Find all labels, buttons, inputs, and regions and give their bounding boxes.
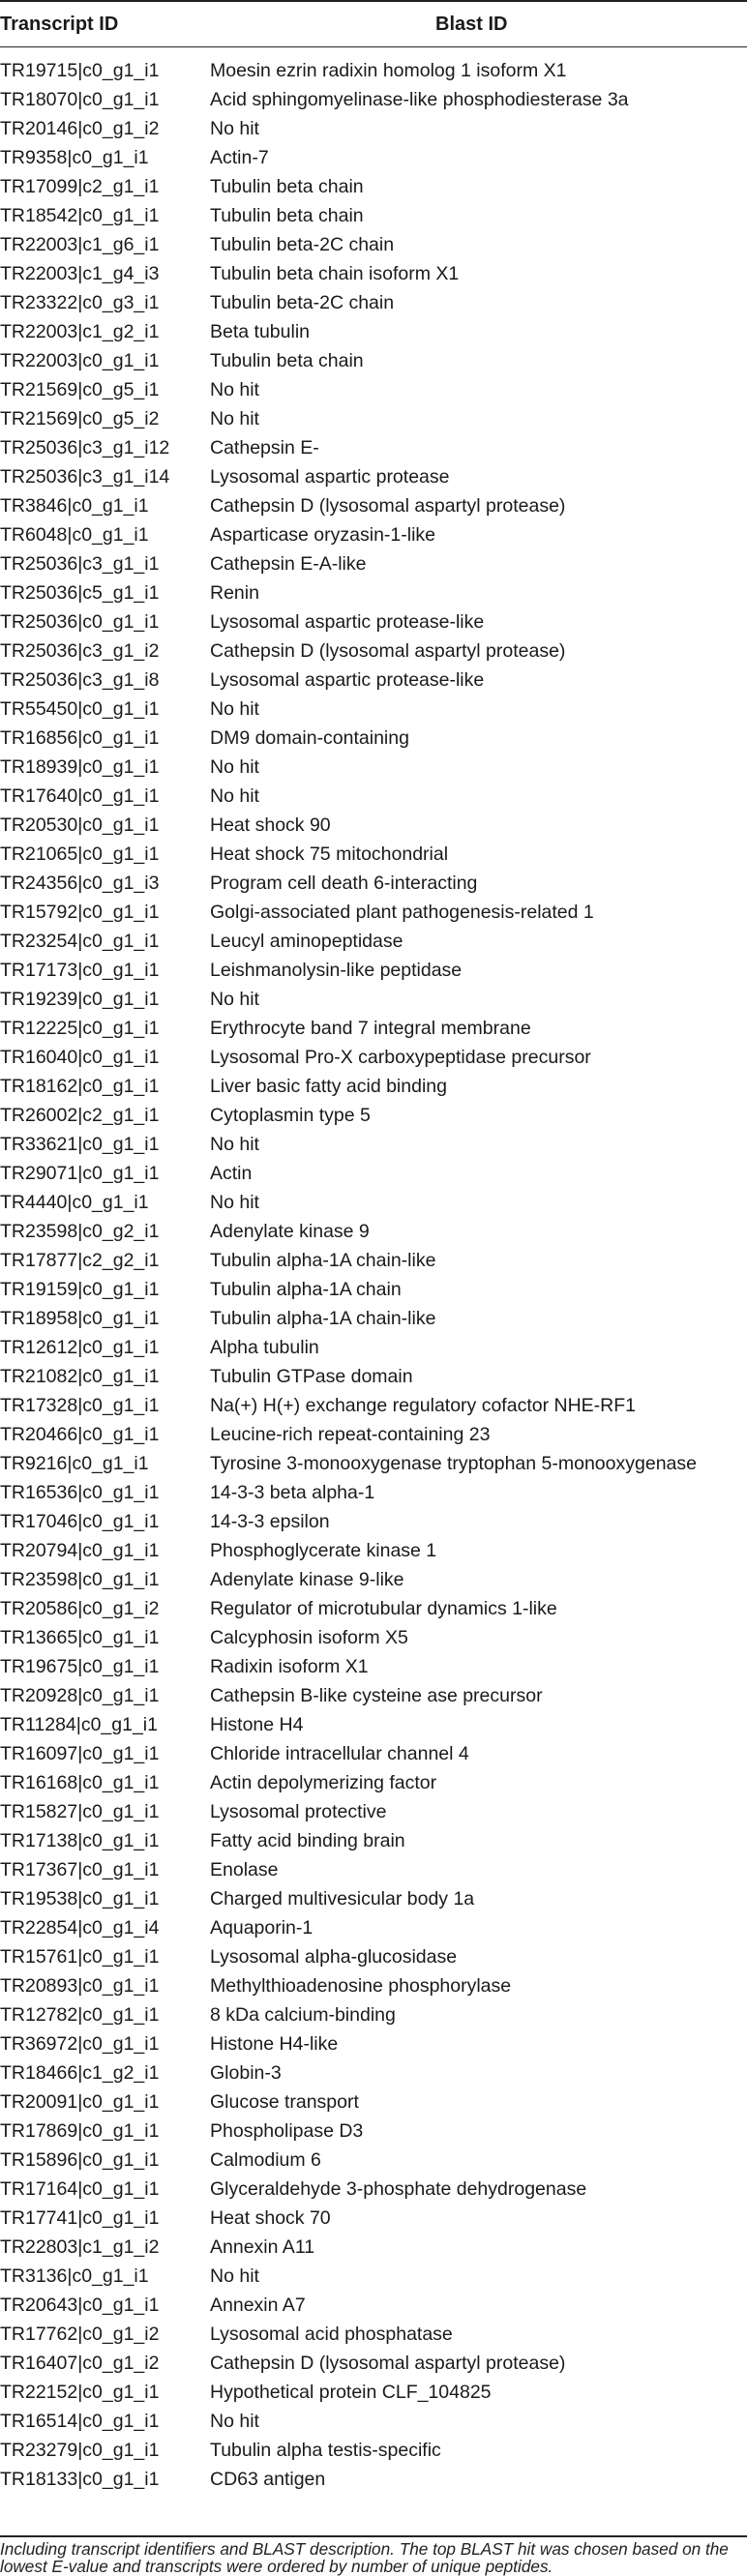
transcript-id-cell: TR11284|c0_g1_i1	[0, 1714, 158, 1735]
blast-id-cell: Radixin isoform X1	[210, 1656, 369, 1677]
transcript-id-cell: TR16407|c0_g1_i2	[0, 2353, 160, 2374]
transcript-id-cell: TR22003|c0_g1_i1	[0, 350, 160, 371]
transcript-id-cell: TR33621|c0_g1_i1	[0, 1134, 160, 1155]
table-row	[0, 1855, 747, 1884]
transcript-id-cell: TR22003|c1_g6_i1	[0, 234, 160, 255]
blast-id-cell: Renin	[210, 582, 259, 604]
transcript-id-cell: TR3136|c0_g1_i1	[0, 2265, 149, 2287]
blast-id-cell: No hit	[210, 1192, 259, 1213]
blast-id-cell: Methylthioadenosine phosphorylase	[210, 1975, 512, 1997]
blast-id-cell: No hit	[210, 989, 259, 1010]
blast-id-cell: No hit	[210, 118, 259, 139]
transcript-id-cell: TR17869|c0_g1_i1	[0, 2120, 160, 2142]
transcript-id-cell: TR20466|c0_g1_i1	[0, 1424, 160, 1445]
blast-id-cell: Leucyl aminopeptidase	[210, 931, 403, 952]
table-row	[0, 927, 747, 956]
transcript-id-cell: TR20530|c0_g1_i1	[0, 814, 160, 836]
transcript-id-cell: TR21569|c0_g5_i2	[0, 408, 160, 429]
blast-id-cell: No hit	[210, 408, 259, 429]
table-row	[0, 1507, 747, 1536]
transcript-id-cell: TR15896|c0_g1_i1	[0, 2149, 160, 2171]
blast-id-cell: Golgi-associated plant pathogenesis-related 1	[210, 902, 594, 923]
transcript-id-cell: TR13665|c0_g1_i1	[0, 1627, 160, 1648]
table-row	[0, 1826, 747, 1855]
table-row	[0, 2320, 747, 2349]
blast-id-cell: Lysosomal acid phosphatase	[210, 2324, 453, 2345]
blast-id-cell: DM9 domain-containing	[210, 727, 409, 749]
transcript-id-cell: TR24356|c0_g1_i3	[0, 873, 160, 894]
table-row	[0, 724, 747, 753]
transcript-id-cell: TR17173|c0_g1_i1	[0, 960, 160, 981]
blast-id-cell: Alpha tubulin	[210, 1337, 319, 1358]
blast-id-cell: Calcyphosin isoform X5	[210, 1627, 408, 1648]
blast-id-cell: Cathepsin B-like cysteine ase precursor	[210, 1685, 543, 1706]
transcript-id-cell: TR16097|c0_g1_i1	[0, 1743, 160, 1764]
blast-id-cell: No hit	[210, 1134, 259, 1155]
transcript-id-cell: TR20893|c0_g1_i1	[0, 1975, 160, 1997]
transcript-id-cell: TR25036|c3_g1_i1	[0, 553, 160, 575]
transcript-id-cell: TR23254|c0_g1_i1	[0, 931, 160, 952]
table-row	[0, 1449, 747, 1478]
transcript-id-cell: TR18542|c0_g1_i1	[0, 205, 160, 226]
blast-id-cell: No hit	[210, 2265, 259, 2287]
blast-id-cell: Enolase	[210, 1859, 279, 1880]
transcript-id-cell: TR16536|c0_g1_i1	[0, 1482, 160, 1503]
blast-id-cell: Actin-7	[210, 147, 269, 168]
blast-id-cell: Na(+) H(+) exchange regulatory cofactor NHE-RF1	[210, 1395, 636, 1416]
table-row	[0, 753, 747, 782]
blast-id-cell: Adenylate kinase 9	[210, 1221, 370, 1242]
transcript-id-cell: TR19675|c0_g1_i1	[0, 1656, 160, 1677]
blast-id-cell: Glyceraldehyde 3-phosphate dehydrogenase	[210, 2178, 587, 2200]
table-row	[0, 433, 747, 462]
table-row	[0, 1246, 747, 1275]
table-row	[0, 782, 747, 811]
transcript-id-cell: TR22803|c1_g1_i2	[0, 2236, 160, 2258]
transcript-id-cell: TR23598|c0_g2_i1	[0, 1221, 160, 1242]
transcript-id-cell: TR36972|c0_g1_i1	[0, 2033, 160, 2055]
blast-id-cell: Liver basic fatty acid binding	[210, 1076, 447, 1097]
table-row	[0, 1072, 747, 1101]
transcript-id-cell: TR21065|c0_g1_i1	[0, 844, 160, 865]
transcript-id-cell: TR12612|c0_g1_i1	[0, 1337, 160, 1358]
table-row	[0, 1130, 747, 1159]
table-row	[0, 985, 747, 1014]
transcript-id-cell: TR17328|c0_g1_i1	[0, 1395, 160, 1416]
blast-id-cell: Histone H4-like	[210, 2033, 339, 2055]
column-header-blast-id: Blast ID	[435, 14, 508, 35]
table-row	[0, 956, 747, 985]
transcript-id-cell: TR12225|c0_g1_i1	[0, 1018, 160, 1039]
table-row	[0, 2087, 747, 2117]
table-row	[0, 1565, 747, 1594]
transcript-id-cell: TR20928|c0_g1_i1	[0, 1685, 160, 1706]
transcript-id-cell: TR19239|c0_g1_i1	[0, 989, 160, 1010]
table-row	[0, 2000, 747, 2029]
transcript-id-cell: TR25036|c5_g1_i1	[0, 582, 160, 604]
blast-id-cell: Leucine-rich repeat-containing 23	[210, 1424, 491, 1445]
table-row	[0, 288, 747, 317]
transcript-id-cell: TR23598|c0_g1_i1	[0, 1569, 160, 1590]
transcript-id-cell: TR55450|c0_g1_i1	[0, 698, 160, 720]
transcript-id-cell: TR21082|c0_g1_i1	[0, 1366, 160, 1387]
blast-id-cell: Cathepsin E-	[210, 437, 319, 459]
table-row	[0, 1014, 747, 1043]
table-row	[0, 2262, 747, 2291]
transcript-id-cell: TR15761|c0_g1_i1	[0, 1946, 160, 1968]
transcript-id-cell: TR22003|c1_g2_i1	[0, 321, 160, 342]
blast-id-cell: Annexin A7	[210, 2295, 306, 2316]
transcript-id-cell: TR20146|c0_g1_i2	[0, 118, 160, 139]
transcript-id-cell: TR29071|c0_g1_i1	[0, 1163, 160, 1184]
table-row	[0, 230, 747, 259]
table-row	[0, 114, 747, 143]
blast-id-cell: Chloride intracellular channel 4	[210, 1743, 469, 1764]
blast-id-cell: Hypothetical protein CLF_104825	[210, 2382, 492, 2403]
table-row	[0, 578, 747, 607]
blast-id-cell: Program cell death 6-interacting	[210, 873, 478, 894]
table-row	[0, 1217, 747, 1246]
table-row	[0, 1362, 747, 1391]
transcript-id-cell: TR22003|c1_g4_i3	[0, 263, 160, 284]
transcript-id-cell: TR26002|c2_g1_i1	[0, 1105, 160, 1126]
blast-id-cell: Lysosomal alpha-glucosidase	[210, 1946, 458, 1968]
table-top-rule	[0, 0, 747, 2]
table-row	[0, 1942, 747, 1971]
blast-id-cell: Actin depolymerizing factor	[210, 1772, 437, 1793]
transcript-id-cell: TR18958|c0_g1_i1	[0, 1308, 160, 1329]
transcript-id-cell: TR3846|c0_g1_i1	[0, 495, 149, 517]
transcript-id-cell: TR17762|c0_g1_i2	[0, 2324, 160, 2345]
blast-id-cell: 8 kDa calcium-binding	[210, 2004, 396, 2026]
blast-id-cell: Phosphoglycerate kinase 1	[210, 1540, 437, 1561]
transcript-id-cell: TR20643|c0_g1_i1	[0, 2295, 160, 2316]
table-row	[0, 1101, 747, 1130]
blast-id-cell: Tubulin alpha-1A chain-like	[210, 1250, 436, 1271]
transcript-id-cell: TR12782|c0_g1_i1	[0, 2004, 160, 2026]
table-row	[0, 1304, 747, 1333]
blast-id-cell: Annexin A11	[210, 2236, 315, 2258]
blast-id-cell: No hit	[210, 698, 259, 720]
blast-id-cell: Tubulin alpha testis-specific	[210, 2440, 441, 2461]
blast-id-cell: Tubulin beta chain	[210, 205, 364, 226]
table-row	[0, 1768, 747, 1797]
table-row	[0, 637, 747, 666]
transcript-id-cell: TR23322|c0_g3_i1	[0, 292, 160, 313]
transcript-id-cell: TR25036|c3_g1_i8	[0, 669, 160, 691]
transcript-id-cell: TR18939|c0_g1_i1	[0, 756, 160, 778]
transcript-id-cell: TR19538|c0_g1_i1	[0, 1888, 160, 1910]
table-row	[0, 1275, 747, 1304]
table-row	[0, 1652, 747, 1681]
table-row	[0, 2378, 747, 2407]
table-row	[0, 491, 747, 520]
table-row	[0, 1913, 747, 1942]
blast-id-cell: Cathepsin E-A-like	[210, 553, 367, 575]
transcript-id-cell: TR17741|c0_g1_i1	[0, 2207, 160, 2229]
blast-id-cell: Globin-3	[210, 2062, 282, 2084]
blast-id-cell: Acid sphingomyelinase-like phosphodiesterase 3a	[210, 89, 629, 110]
blast-id-cell: Aquaporin-1	[210, 1917, 314, 1939]
transcript-id-cell: TR19715|c0_g1_i1	[0, 60, 160, 81]
transcript-id-cell: TR18133|c0_g1_i1	[0, 2469, 160, 2490]
table-row	[0, 2291, 747, 2320]
blast-id-cell: Cytoplasmin type 5	[210, 1105, 371, 1126]
transcript-id-cell: TR25036|c3_g1_i12	[0, 437, 170, 459]
blast-id-cell: Glucose transport	[210, 2091, 359, 2113]
table-row	[0, 2117, 747, 2146]
transcript-id-cell: TR16168|c0_g1_i1	[0, 1772, 160, 1793]
transcript-id-cell: TR18162|c0_g1_i1	[0, 1076, 160, 1097]
table-body	[0, 56, 747, 2494]
blast-id-cell: Heat shock 75 mitochondrial	[210, 844, 449, 865]
table-row	[0, 1159, 747, 1188]
blast-id-cell: No hit	[210, 379, 259, 400]
table-row	[0, 2233, 747, 2262]
blast-id-cell: Tyrosine 3-monooxygenase tryptophan 5-monooxygenase	[210, 1453, 697, 1474]
blast-id-cell: Leishmanolysin-like peptidase	[210, 960, 463, 981]
transcript-id-cell: TR17099|c2_g1_i1	[0, 176, 160, 197]
transcript-id-cell: TR4440|c0_g1_i1	[0, 1192, 149, 1213]
table-row	[0, 1594, 747, 1623]
transcript-id-cell: TR16040|c0_g1_i1	[0, 1047, 160, 1068]
table-row	[0, 172, 747, 201]
blast-id-cell: Tubulin beta chain	[210, 350, 364, 371]
table-bottom-rule	[0, 2535, 747, 2537]
blast-id-cell: Lysosomal protective	[210, 1801, 387, 1822]
transcript-id-cell: TR9358|c0_g1_i1	[0, 147, 149, 168]
transcript-id-cell: TR25036|c3_g1_i14	[0, 466, 170, 488]
table-row	[0, 1971, 747, 2000]
table-header-rule	[0, 46, 747, 47]
blast-id-cell: Tubulin alpha-1A chain	[210, 1279, 402, 1300]
column-header-transcript-id: Transcript ID	[0, 14, 119, 35]
blast-id-cell: Tubulin beta-2C chain	[210, 234, 395, 255]
transcript-id-cell: TR19159|c0_g1_i1	[0, 1279, 160, 1300]
transcript-id-cell: TR22854|c0_g1_i4	[0, 1917, 160, 1939]
blast-id-cell: Charged multivesicular body 1a	[210, 1888, 475, 1910]
table-row	[0, 404, 747, 433]
blast-id-cell: Tubulin GTPase domain	[210, 1366, 413, 1387]
transcript-id-cell: TR18466|c1_g2_i1	[0, 2062, 160, 2084]
blast-id-cell: Histone H4	[210, 1714, 304, 1735]
blast-id-cell: Tubulin beta chain	[210, 176, 364, 197]
blast-id-cell: Fatty acid binding brain	[210, 1830, 405, 1851]
table-row	[0, 375, 747, 404]
table-row	[0, 56, 747, 85]
blast-id-cell: Actin	[210, 1163, 253, 1184]
blast-id-cell: Lysosomal Pro-X carboxypeptidase precursor	[210, 1047, 591, 1068]
table-row	[0, 2436, 747, 2465]
transcript-id-cell: TR6048|c0_g1_i1	[0, 524, 149, 546]
table-row	[0, 1043, 747, 1072]
transcript-id-cell: TR17367|c0_g1_i1	[0, 1859, 160, 1880]
transcript-id-cell: TR9216|c0_g1_i1	[0, 1453, 149, 1474]
transcript-id-cell: TR20586|c0_g1_i2	[0, 1598, 160, 1619]
transcript-id-cell: TR17877|c2_g2_i1	[0, 1250, 160, 1271]
table-row	[0, 1188, 747, 1217]
transcript-id-cell: TR21569|c0_g5_i1	[0, 379, 160, 400]
transcript-id-cell: TR25036|c0_g1_i1	[0, 611, 160, 633]
table-row	[0, 840, 747, 869]
blast-id-cell: Cathepsin D (lysosomal aspartyl protease)	[210, 2353, 566, 2374]
transcript-id-cell: TR23279|c0_g1_i1	[0, 2440, 160, 2461]
transcript-id-cell: TR15827|c0_g1_i1	[0, 1801, 160, 1822]
table-row	[0, 201, 747, 230]
table-row	[0, 2204, 747, 2233]
blast-id-cell: Beta tubulin	[210, 321, 310, 342]
blast-id-cell: Tubulin beta-2C chain	[210, 292, 395, 313]
blast-id-cell: Tubulin beta chain isoform X1	[210, 263, 460, 284]
blast-id-cell: Asparticase oryzasin-1-like	[210, 524, 436, 546]
blast-id-cell: Moesin ezrin radixin homolog 1 isoform X1	[210, 60, 567, 81]
transcript-id-cell: TR17164|c0_g1_i1	[0, 2178, 160, 2200]
table-row	[0, 317, 747, 346]
blast-id-cell: Heat shock 70	[210, 2207, 331, 2229]
blast-id-cell: 14-3-3 beta alpha-1	[210, 1482, 375, 1503]
blast-id-cell: Lysosomal aspartic protease	[210, 466, 450, 488]
table-row	[0, 143, 747, 172]
table-row	[0, 695, 747, 724]
transcript-id-cell: TR25036|c3_g1_i2	[0, 640, 160, 662]
blast-id-cell: Lysosomal aspartic protease-like	[210, 611, 485, 633]
table-row	[0, 1710, 747, 1739]
table-row	[0, 607, 747, 637]
table-row	[0, 2029, 747, 2058]
transcript-id-cell: TR17046|c0_g1_i1	[0, 1511, 160, 1532]
table-row	[0, 2407, 747, 2436]
table-row	[0, 259, 747, 288]
blast-id-cell: Erythrocyte band 7 integral membrane	[210, 1018, 531, 1039]
table-row	[0, 898, 747, 927]
blast-id-cell: Lysosomal aspartic protease-like	[210, 669, 485, 691]
transcript-id-cell: TR22152|c0_g1_i1	[0, 2382, 160, 2403]
table-row	[0, 1623, 747, 1652]
table-row	[0, 869, 747, 898]
blast-id-cell: CD63 antigen	[210, 2469, 326, 2490]
table-footnote: Including transcript identifiers and BLAST description. The top BLAST hit was chosen based on the lowest E-value and transcripts were ordered by number of unique peptides.	[0, 2539, 729, 2576]
table-row	[0, 1536, 747, 1565]
transcript-id-cell: TR17640|c0_g1_i1	[0, 785, 160, 807]
table-row	[0, 2465, 747, 2494]
blast-id-cell: Heat shock 90	[210, 814, 331, 836]
transcript-id-cell: TR16856|c0_g1_i1	[0, 727, 160, 749]
blast-id-cell: Cathepsin D (lysosomal aspartyl protease)	[210, 640, 566, 662]
transcript-id-cell: TR15792|c0_g1_i1	[0, 902, 160, 923]
blast-id-cell: No hit	[210, 2411, 259, 2432]
table-row	[0, 346, 747, 375]
table-row	[0, 1478, 747, 1507]
transcript-id-cell: TR16514|c0_g1_i1	[0, 2411, 160, 2432]
table-row	[0, 1333, 747, 1362]
table-row	[0, 666, 747, 695]
transcript-id-cell: TR17138|c0_g1_i1	[0, 1830, 160, 1851]
table-row	[0, 2058, 747, 2087]
table-row	[0, 549, 747, 578]
table-row	[0, 2349, 747, 2378]
blast-id-cell: Adenylate kinase 9-like	[210, 1569, 404, 1590]
blast-id-cell: Tubulin alpha-1A chain-like	[210, 1308, 436, 1329]
blast-id-cell: No hit	[210, 785, 259, 807]
table-row	[0, 1797, 747, 1826]
table-row	[0, 811, 747, 840]
blast-id-cell: Regulator of microtubular dynamics 1-like	[210, 1598, 557, 1619]
blast-id-cell: Phospholipase D3	[210, 2120, 364, 2142]
blast-id-cell: Calmodium 6	[210, 2149, 321, 2171]
table-row	[0, 1420, 747, 1449]
table-row	[0, 1681, 747, 1710]
table-row	[0, 1739, 747, 1768]
transcript-id-cell: TR20794|c0_g1_i1	[0, 1540, 160, 1561]
table-row	[0, 2175, 747, 2204]
table-row	[0, 1391, 747, 1420]
transcript-id-cell: TR20091|c0_g1_i1	[0, 2091, 160, 2113]
table-row	[0, 1884, 747, 1913]
transcript-id-cell: TR18070|c0_g1_i1	[0, 89, 160, 110]
table-row	[0, 85, 747, 114]
table-row	[0, 462, 747, 491]
table-row	[0, 520, 747, 549]
blast-id-cell: Cathepsin D (lysosomal aspartyl protease)	[210, 495, 566, 517]
blast-id-cell: 14-3-3 epsilon	[210, 1511, 330, 1532]
blast-id-cell: No hit	[210, 756, 259, 778]
table-row	[0, 2146, 747, 2175]
